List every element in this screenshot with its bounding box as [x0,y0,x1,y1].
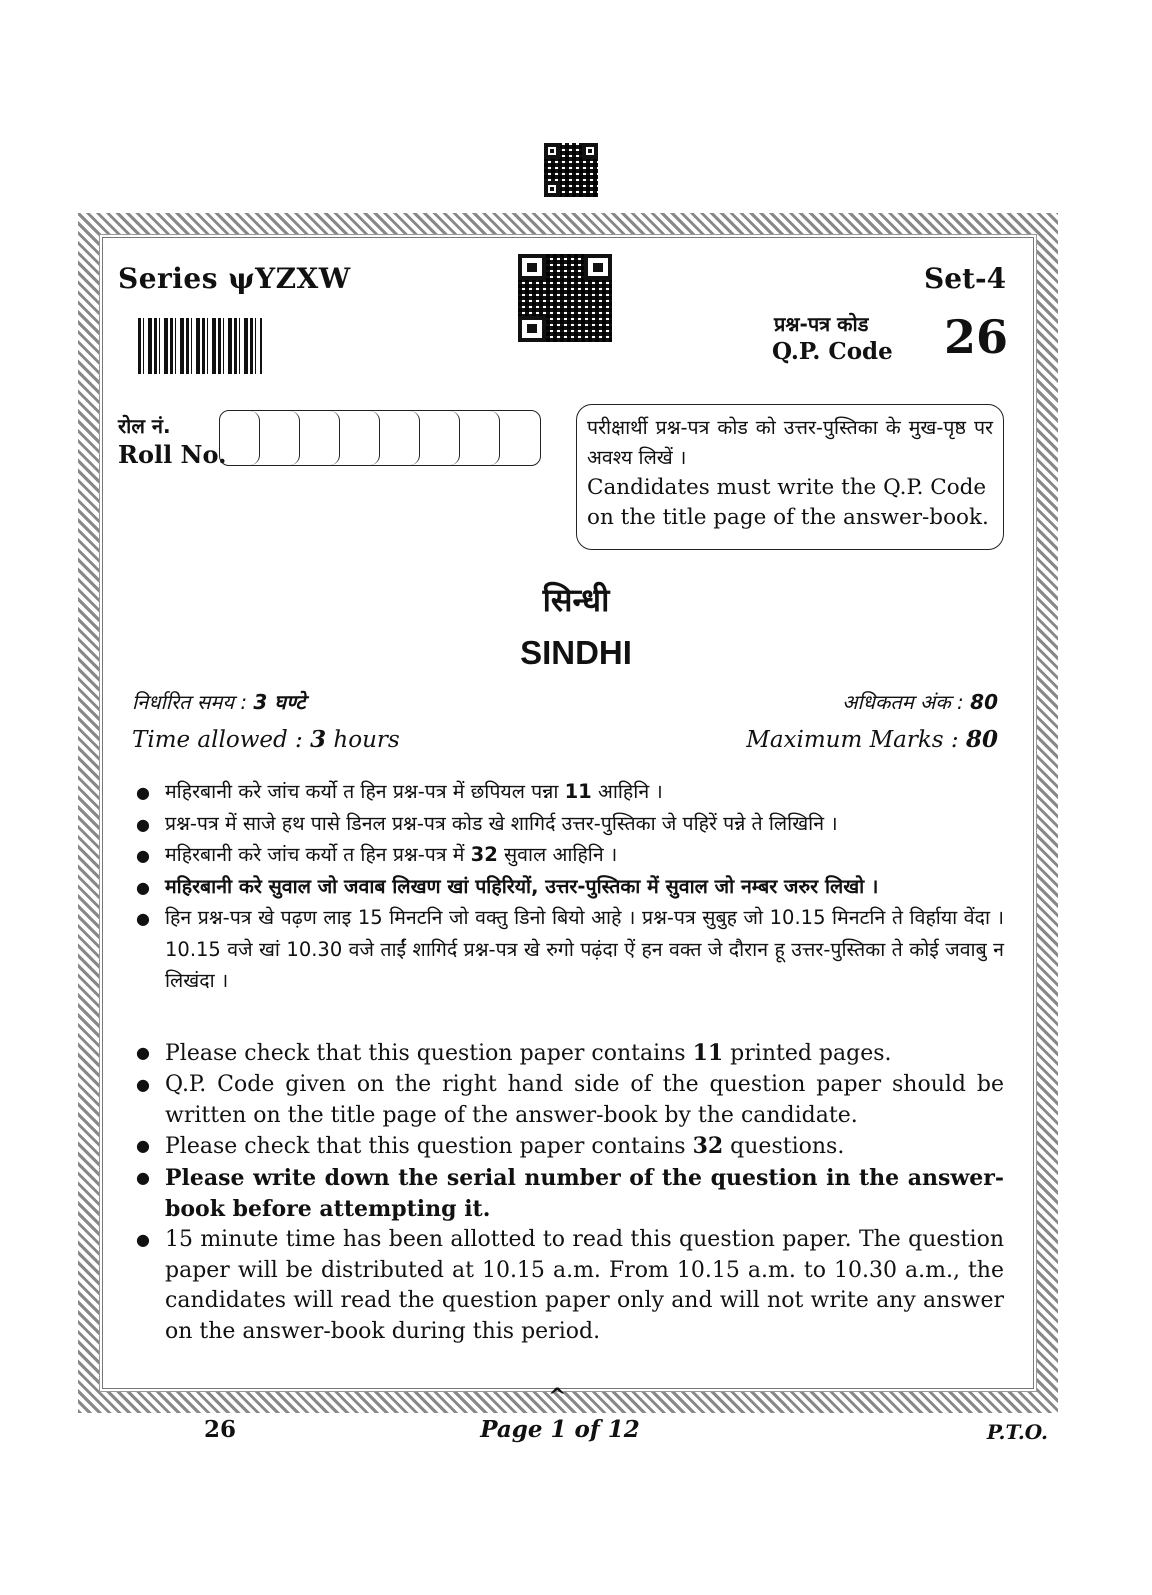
roll-digit-box[interactable] [420,411,460,465]
roll-digit-box[interactable] [300,411,340,465]
set-label: Set-4 [924,262,1007,295]
list-item: ● प्रश्न-पत्र में साजे हथ पासे डिनल प्रश्न-पत्र कोड खे शागिर्द उत्तर-पुस्तिका जे पहिरें पन्ने ते लिखिनि । [132,808,1004,840]
subject-title: SINDHI [520,634,632,671]
series-label: Series ψYZXW [118,262,351,295]
roll-label-hindi: रोल नं. [118,414,171,438]
center-qr-code [518,254,612,342]
top-qr-code [544,143,598,197]
roll-digit-box[interactable] [460,411,500,465]
roll-digit-box[interactable] [380,411,420,465]
qp-code-number: 26 [944,310,1009,364]
qp-code-notice [576,404,1004,550]
list-item: ● 15 minute time has been allotted to read this question paper. The question paper will be distributed at 10.15 a.m. From 10.15 a.m. to 10.30 a.m., the candidates will read the question paper only and will not write any answer on the answer-book during this period. [132,1225,1004,1348]
roll-digit-box[interactable] [340,411,380,465]
time-allowed-hindi: निर्धारित समय : 3 घण्टे [132,690,306,714]
qp-code-label: Q.P. Code [772,338,893,365]
notice-english: Candidates must write the Q.P. Code on the title page of the answer-book. [587,475,989,530]
roll-digit-box[interactable] [220,411,260,465]
list-item: ● महिरबानी करे जांच कर्यो त हिन प्रश्न-पत्र में छपियल पन्ना 11 आहिनि । [132,776,1004,808]
footer-code: 26 [204,1416,237,1443]
max-marks: Maximum Marks : 80 [746,726,998,753]
roll-label: Roll No. [118,440,227,469]
roll-digit-box[interactable] [260,411,300,465]
qp-code-label-hindi: प्रश्न-पत्र कोड [774,312,869,336]
notice-hindi: परीक्षार्थी प्रश्न-पत्र कोड को उत्तर-पुस्तिका के मुख-पृष्ठ पर अवश्य लिखें । [587,416,993,469]
subject-title-hindi: सिन्धी [542,581,610,619]
page-number: Page 1 of 12 [480,1416,640,1443]
roll-digit-box[interactable] [500,411,540,465]
list-item: ● Q.P. Code given on the right hand side of the question paper should be written on the title page of the answer-book by the candidate. [132,1070,1004,1132]
list-item: ● हिन प्रश्न-पत्र खे पढ़ण लाइ 15 मिनटनि जो वक्तु डिनो बियो आहे । प्रश्न-पत्र सुबुह जो 10.15 मिनटनि ते विर्हाया वेंदा । 10.15 वजे खां 10.30 वजे ताईं शागिर्द प्रश्न-पत्र खे रुगो पढ़ंदा ऐं हन वक्त जे दौरान हू उत्तर-पुस्तिका ते कोई जवाबु न लिखंदा । [132,902,1004,997]
list-item: ● Please write down the serial number of the question in the answer-book before attempting it. [132,1163,1004,1225]
roll-number-boxes[interactable] [219,410,541,466]
list-item: ● महिरबानी करे जांच कर्यो त हिन प्रश्न-पत्र में 32 सुवाल आहिनि । [132,839,1004,871]
list-item: ● Please check that this question paper contains 32 questions. [132,1131,1004,1163]
pto-label: P.T.O. [986,1420,1048,1444]
caret-mark-icon: ^ [548,1384,567,1410]
time-allowed: Time allowed : 3 hours [132,726,400,753]
max-marks-hindi: अधिकतम अंक : 80 [842,690,998,714]
instructions-english [132,1038,1004,1348]
barcode [138,318,262,374]
list-item: ● महिरबानी करे सुवाल जो जवाब लिखण खां पहिरियों, उत्तर-पुस्तिका में सुवाल जो नम्बर जरुर लिखो । [132,871,1004,903]
instructions-hindi [132,776,1004,997]
list-item: ● Please check that this question paper contains 11 printed pages. [132,1038,1004,1070]
